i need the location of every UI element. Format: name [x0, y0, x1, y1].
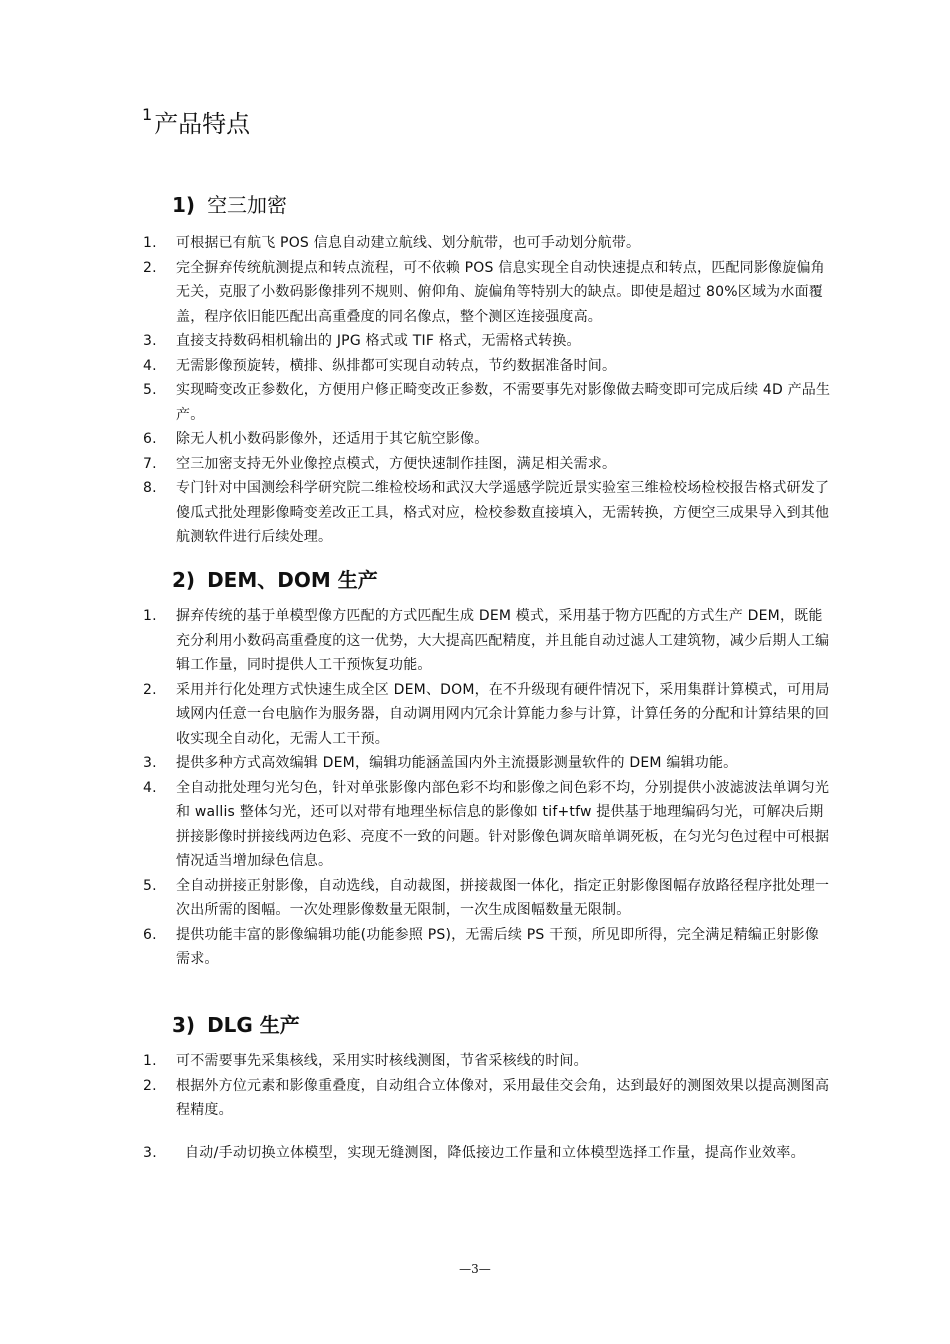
section-number: 3) [172, 1013, 196, 1037]
section-title: DEM、DOM 生产 [207, 568, 378, 592]
item-text: 摒弃传统的基于单模型像方匹配的方式匹配生成 DEM 模式，采用基于物方匹配的方式生产 DEM，既能充分利用小数码高重叠度的这一优势，大大提高匹配精度，并且能自动过滤人工建筑物，减少后期人工编辑工作量，同时提供人工干预恢复功能。 [176, 608, 830, 673]
list-item [143, 604, 833, 678]
section-3-list [143, 1049, 833, 1123]
item-text: 全自动批处理匀光匀色，针对单张影像内部色彩不均和影像之间色彩不均，分别提供小波滤波法单调匀光和 wallis 整体匀光，还可以对带有地理坐标信息的影像如 tif+tfw 提供基于地理编码匀光，可解决后期拼接影像时拼接线两边色彩、亮度不一致的问题。针对影像色调灰暗单调死板，在匀光匀色过程中可根据情况适当增加绿色信息。 [176, 779, 830, 869]
item-text: 自动/手动切换立体模型，实现无缝测图，降低接边工作量和立体模型选择工作量，提高作业效率。 [185, 1145, 805, 1161]
section-1-list [143, 231, 833, 550]
item-marker: 2. [143, 259, 157, 276]
section-title: 空三加密 [207, 193, 288, 217]
item-marker: 6. [143, 926, 157, 943]
item-marker: 5. [143, 877, 157, 894]
list-item [143, 378, 833, 427]
list-item [143, 452, 833, 477]
item-text: 提供多种方式高效编辑 DEM，编辑功能涵盖国内外主流摄影测量软件的 DEM 编辑功能。 [176, 755, 738, 771]
list-item [143, 256, 833, 330]
section-3-last-paragraph [143, 1136, 833, 1170]
item-text: 空三加密支持无外业像控点模式，方便快速制作挂图，满足相关需求。 [176, 455, 617, 472]
page-title [142, 105, 251, 143]
section-title: DLG 生产 [207, 1013, 300, 1037]
section-heading-dlg [172, 1011, 300, 1039]
list-item [143, 751, 833, 776]
list-item [143, 329, 833, 354]
item-text: 实现畸变改正参数化，方便用户修正畸变改正参数，不需要事先对影像做去畸变即可完成后续 4D 产品生产。 [176, 382, 831, 423]
page-number: —3— [459, 1262, 491, 1276]
list-item [143, 678, 833, 752]
item-text: 可不需要事先采集核线，采用实时核线测图，节省采核线的时间。 [176, 1053, 588, 1069]
title-text: 产品特点 [154, 110, 251, 138]
list-item [143, 354, 833, 379]
item-marker: 3. [143, 755, 157, 771]
item-text: 完全摒弃传统航测提点和转点流程，可不依赖 POS 信息实现全自动快速提点和转点，匹配同影像旋偏角无关，克服了小数码影像排列不规则、俯仰角、旋偏角等特别大的缺点。即使是超过 80%区域为水面覆盖，程序依旧能匹配出高重叠度的同名像点，整个测区连接强度高。 [176, 259, 825, 325]
item-text: 根据外方位元素和影像重叠度，自动组合立体像对，采用最佳交会角，达到最好的测图效果以提高测图高程精度。 [176, 1077, 830, 1118]
list-item [143, 1049, 833, 1074]
item-text: 无需影像预旋转，横排、纵排都可实现自动转点，节约数据准备时间。 [176, 357, 617, 374]
item-marker: 2. [143, 1077, 157, 1094]
section-heading-aerotriangulation [172, 191, 287, 219]
title-number: 1 [142, 105, 153, 124]
item-marker: 2. [143, 681, 157, 698]
item-text: 可根据已有航飞 POS 信息自动建立航线、划分航带，也可手动划分航带。 [176, 235, 641, 251]
item-marker: 1. [143, 608, 157, 624]
list-item [143, 923, 833, 972]
item-marker: 1. [143, 235, 157, 251]
item-marker: 5. [143, 382, 157, 398]
item-marker: 4. [143, 779, 157, 796]
list-item [143, 231, 833, 256]
list-item [143, 427, 833, 452]
section-heading-dem-dom [172, 566, 378, 594]
item-marker: 3. [143, 333, 157, 349]
item-marker: 7. [143, 455, 157, 472]
item-marker: 1. [143, 1053, 157, 1069]
item-marker: 6. [143, 431, 157, 447]
section-number: 1) [172, 193, 196, 217]
section-number: 2) [172, 568, 196, 592]
item-text: 采用并行化处理方式快速生成全区 DEM、DOM，在不升级现有硬件情况下，采用集群计算模式，可用局域网内任意一台电脑作为服务器，自动调用网内冗余计算能力参与计算，计算任务的分配和计算结果的回收实现全自动化，无需人工干预。 [176, 681, 830, 747]
item-marker: 3. [143, 1145, 157, 1161]
section-2-list [143, 604, 833, 972]
list-item [143, 776, 833, 874]
item-text: 提供功能丰富的影像编辑功能(功能参照 PS)，无需后续 PS 干预，所见即所得，完全满足精编正射影像需求。 [176, 926, 819, 967]
item-text: 直接支持数码相机输出的 JPG 格式或 TIF 格式，无需格式转换。 [176, 333, 581, 349]
item-text: 专门针对中国测绘科学研究院二维检校场和武汉大学遥感学院近景实验室三维检校场检校报告格式研发了傻瓜式批处理影像畸变差改正工具，格式对应，检校参数直接填入，无需转换，方便空三成果导入到其他航测软件进行后续处理。 [176, 480, 830, 545]
list-item [143, 1074, 833, 1123]
item-text: 除无人机小数码影像外，还适用于其它航空影像。 [176, 431, 489, 447]
item-marker: 4. [143, 357, 157, 374]
list-item [143, 476, 833, 550]
item-text: 全自动拼接正射影像，自动选线，自动裁图，拼接裁图一体化，指定正射影像图幅存放路径程序批处理一次出所需的图幅。一次处理影像数量无限制，一次生成图幅数量无限制。 [176, 877, 830, 918]
list-item [143, 874, 833, 923]
item-marker: 8. [143, 480, 157, 496]
